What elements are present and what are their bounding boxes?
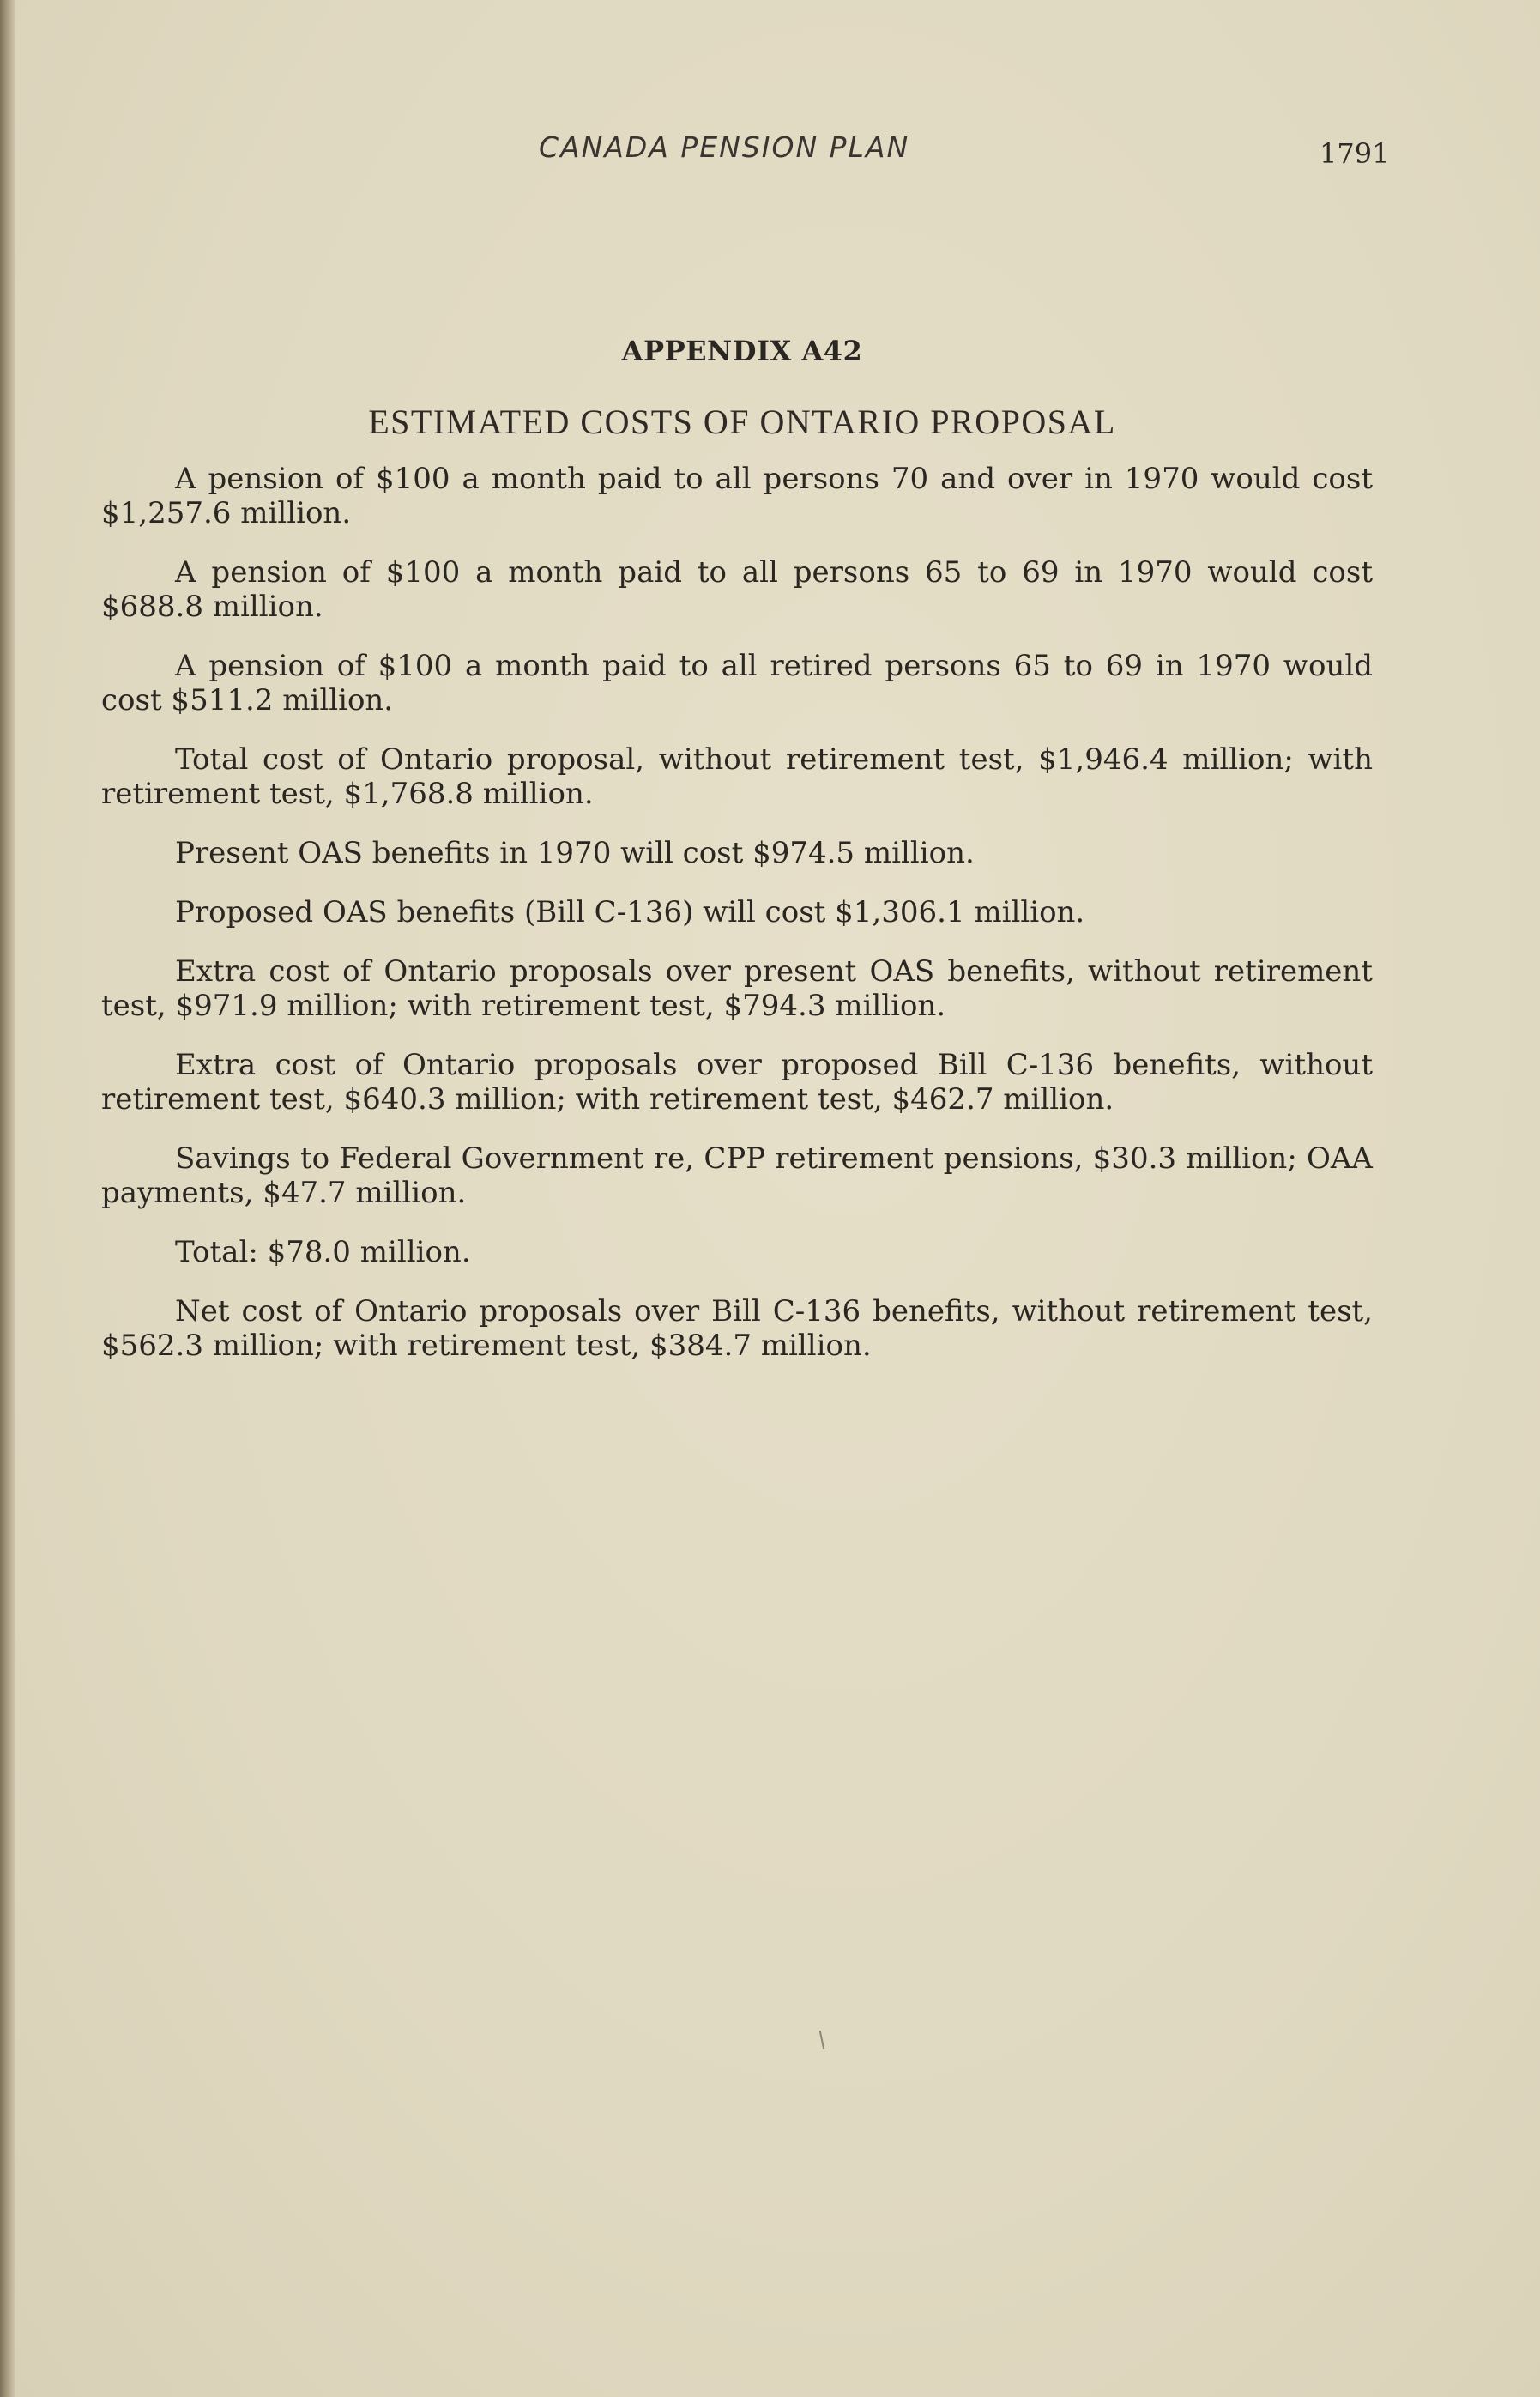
document-title: ESTIMATED COSTS OF ONTARIO PROPOSAL	[368, 403, 1116, 441]
paragraph-total-cost: Total cost of Ontario proposal, without retirement test, $1,946.4 million; with retirement test, $1,768.8 million.	[101, 742, 1373, 811]
paragraph-savings-total: Total: $78.0 million.	[175, 1235, 471, 1269]
body-text	[101, 462, 1373, 1388]
paper-speck-mark	[819, 2031, 825, 2049]
paragraph-net-cost: Net cost of Ontario proposals over Bill C-136 benefits, without retirement test, $562.3 million; with retirement test, $384.7 million.	[101, 1294, 1373, 1363]
paragraph-savings: Savings to Federal Government re, CPP retirement pensions, $30.3 million; OAA payments, $47.7 million.	[101, 1141, 1373, 1210]
paragraph-pension-retired-65-69: A pension of $100 a month paid to all retired persons 65 to 69 in 1970 would cost $511.2 million.	[101, 649, 1373, 717]
appendix-label: APPENDIX A42	[621, 335, 863, 367]
paragraph-proposed-oas: Proposed OAS benefits (Bill C-136) will cost $1,306.1 million.	[175, 895, 1085, 929]
paragraph-pension-70-over: A pension of $100 a month paid to all persons 70 and over in 1970 would cost $1,257.6 million.	[101, 462, 1373, 530]
paragraph-extra-cost-proposed: Extra cost of Ontario proposals over proposed Bill C-136 benefits, without retirement test, $640.3 million; with retirement test, $462.7 million.	[101, 1048, 1373, 1117]
paragraph-pension-65-69: A pension of $100 a month paid to all persons 65 to 69 in 1970 would cost $688.8 million.	[101, 555, 1373, 624]
paragraph-extra-cost-present: Extra cost of Ontario proposals over present OAS benefits, without retirement test, $971.9 million; with retirement test, $794.3 million.	[101, 954, 1373, 1023]
page-number: 1791	[1320, 137, 1390, 170]
running-title: CANADA PENSION PLAN	[539, 130, 910, 164]
paragraph-present-oas: Present OAS benefits in 1970 will cost $974.5 million.	[175, 836, 975, 870]
running-head	[0, 130, 1540, 173]
